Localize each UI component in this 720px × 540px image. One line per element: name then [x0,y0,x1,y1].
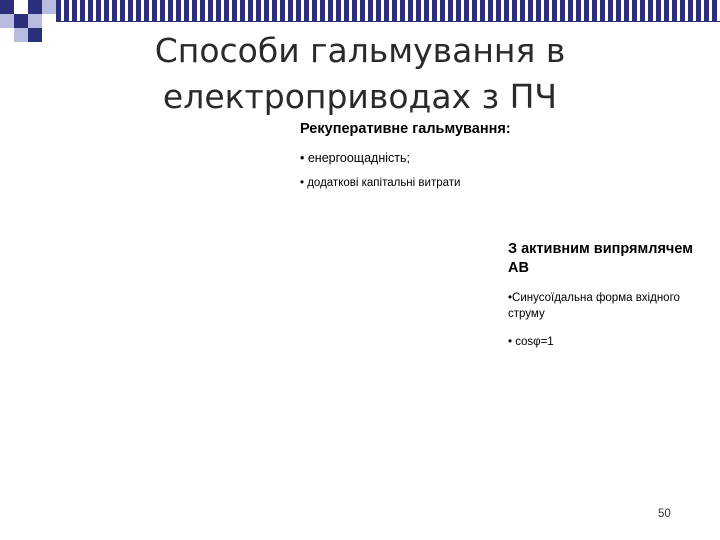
header-stripe-decoration [56,0,720,22]
active-rectifier-block [508,240,708,348]
bullet-sinusoidal-current: •Синусоїдальна форма вхідного струму [508,292,680,320]
bullet-capital-costs: • додаткові капітальні витрати [300,177,461,189]
page-number: 50 [658,508,671,520]
bullet-power-factor: • cosφ=1 [508,336,554,348]
regenerative-heading: Рекуперативне гальмування: [300,121,511,137]
active-rectifier-heading: З активним випрямлячем АВ [508,241,693,276]
slide-title: Способи гальмування в електроприводах з ПЧ [154,31,566,116]
bullet-energy-saving: • енергоощадність; [300,151,410,165]
regenerative-braking-block [300,121,630,189]
